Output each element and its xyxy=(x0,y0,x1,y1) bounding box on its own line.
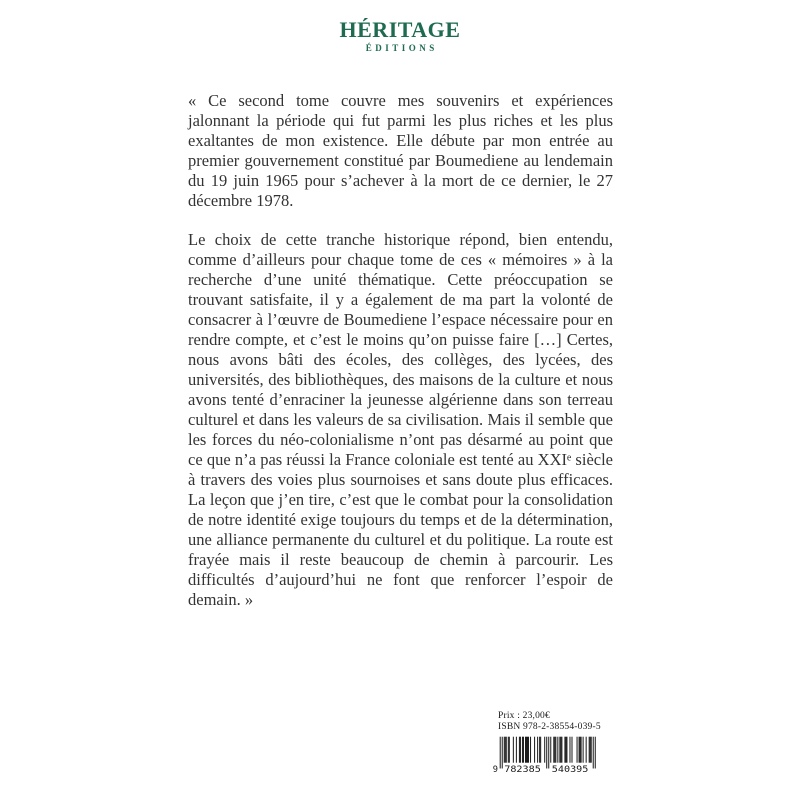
svg-text:9: 9 xyxy=(492,764,498,774)
back-cover-blurb xyxy=(188,91,613,629)
svg-text:782385: 782385 xyxy=(504,764,541,774)
price-isbn-block xyxy=(492,711,601,774)
publisher-subtitle: ÉDITIONS xyxy=(365,43,438,53)
publisher-name: HÉRITAGE xyxy=(339,17,461,42)
isbn-label: ISBN 978-2-38554-039-5 xyxy=(498,722,601,732)
blurb-paragraph-1: « Ce second tome couvre mes souvenirs et expériences jalonnant la période qui fut parmi les plus riches et les plus exaltantes de mon existence. Elle débute par mon entrée au premier gouvernement constitué par Boumediene au lendemain du 19 juin 1965 pour s’achever à la mort de ce dernier, le 27 décembre 1978. xyxy=(188,91,613,210)
price-label: Prix : 23,00€ xyxy=(498,711,550,721)
publisher-logo xyxy=(0,19,800,53)
svg-text:540395: 540395 xyxy=(551,764,589,774)
ean-barcode xyxy=(492,736,596,774)
blurb-paragraph-2: Le choix de cette tranche historique répond, bien entendu, comme d’ailleurs pour chaque tome de ces « mémoires » à la recherche d’une unité thématique. Cette préoccupation se trouvant satisfaite, il y a également de ma part la volonté de consacrer à l’œuvre de Boumediene l’espace nécessaire pour en rendre compte, et c’est le moins qu’on puisse faire […] Certes, nous avons bâti des écoles, des collèges, des lycées, des universités, des bibliothèques, des maisons de la culture et nous avons tenté d’enraciner la jeunesse algérienne dans son terreau culturel et dans les valeurs de sa civilisation. Mais il semble que les forces du néo-colonialisme n’ont pas désarmé au point que ce que n’a pas réussi la France coloniale est tenté au XXIᵉ siècle à travers des voies plus sournoises et sans doute plus efficaces. La leçon que j’en tire, c’est que le combat pour la consolidation de notre identité exige toujours du temps et de la détermination, une alliance permanente du culturel et du politique. La route est frayée mais il reste beaucoup de chemin à parcourir. Les difficultés d’aujourd’hui ne font que renforcer l’espoir de demain. » xyxy=(188,230,613,609)
